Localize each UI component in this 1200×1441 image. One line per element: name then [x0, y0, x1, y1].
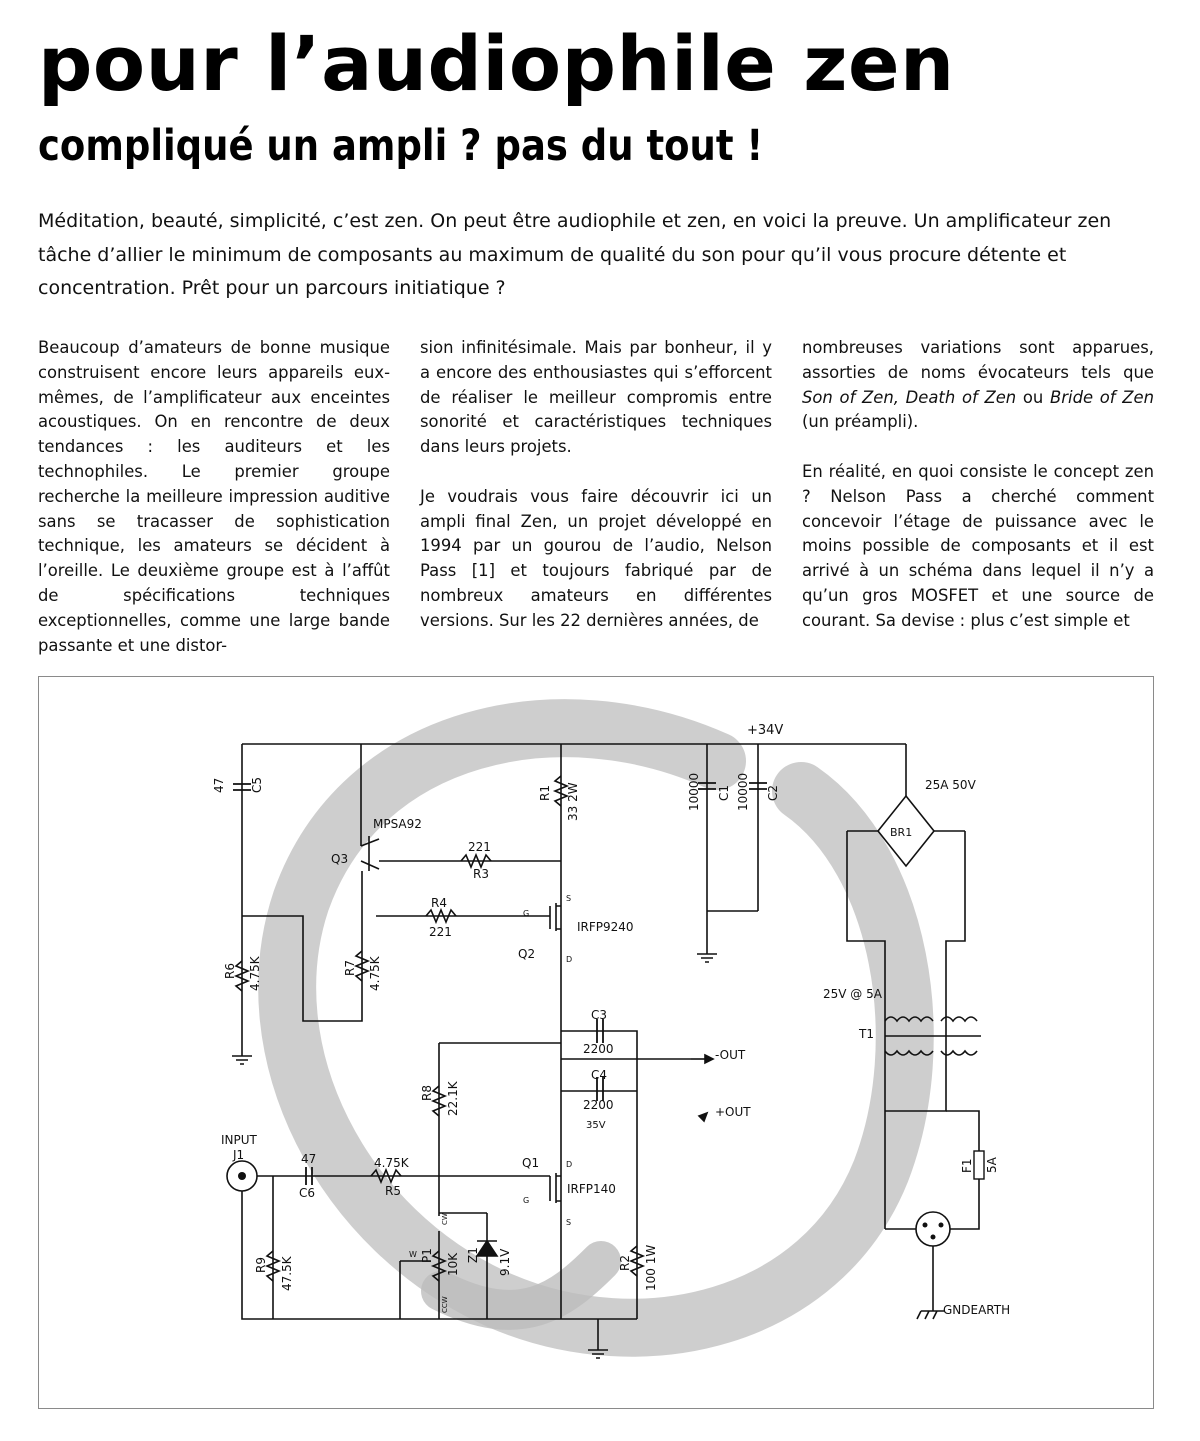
- r9-value: 47.5K: [280, 1256, 294, 1291]
- c2-ref: C2: [766, 784, 780, 801]
- body-column-1: [38, 336, 390, 658]
- c4-voltage: 35V: [586, 1120, 606, 1131]
- q1-pin-d: D: [566, 1160, 573, 1169]
- transformer-ref: T1: [859, 1027, 874, 1041]
- output-positive-label: +OUT: [715, 1105, 751, 1119]
- j1-ref: J1: [233, 1148, 245, 1162]
- r7-value: 4.75K: [368, 956, 382, 991]
- q2-pin-d: D: [566, 955, 573, 964]
- body-paragraph: Beaucoup d’amateurs de bonne musique construisent encore leurs appareils eux-mêmes, de l’amplificateur aux enceintes acoustiques. On en rencontre de deux tendances : les auditeurs et les technophiles. Le premier groupe recherche la meilleure impression auditive sans se tracasser de sophistication technique, les amateurs se décident à l’oreille. Le deuxième groupe est à l’affût de spécifications techniques exceptionnelles, comme une large bande passante et une distor-: [38, 338, 390, 655]
- r7-ref: R7: [343, 960, 357, 976]
- c5-ref: C5: [250, 776, 264, 793]
- q1-ref: Q1: [522, 1156, 540, 1170]
- q2-pin-g: G: [523, 909, 530, 918]
- p1-ref: P1: [420, 1248, 434, 1263]
- zener-diode-z1: [477, 1241, 497, 1256]
- p1-pin-w: W: [409, 1250, 417, 1259]
- r4-value: 221: [429, 925, 452, 939]
- q2-pin-s: S: [566, 894, 572, 903]
- q1-pin-s: S: [566, 1218, 572, 1227]
- body-column-3: [802, 336, 1154, 634]
- r1-ref: R1: [538, 785, 552, 801]
- c2-value: 10000: [736, 772, 750, 811]
- transistors: [361, 836, 561, 1203]
- body-paragraph: En réalité, en quoi consiste le concept zen ? Nelson Pass a cherché comment concevoir l’étage de puissance avec le moins possible de composants et il est arrivé à un schéma dans lequel il n’y a qu’un gros MOSFET et une source de courant. Sa devise : plus c’est simple et: [802, 461, 1154, 630]
- c1-value: 10000: [687, 772, 701, 811]
- input-label: INPUT: [221, 1133, 257, 1147]
- r5-value: 4.75K: [374, 1156, 409, 1170]
- mains-plug: [916, 1212, 950, 1246]
- c4-ref: C4: [591, 1068, 608, 1082]
- r2-value: 100 1W: [644, 1244, 658, 1291]
- c5-value: 47: [212, 777, 226, 793]
- z1-value: 9.1V: [498, 1248, 512, 1276]
- bridge-rating: 25A 50V: [925, 778, 976, 792]
- c6-ref: C6: [299, 1186, 316, 1200]
- body-column-2: [420, 336, 772, 634]
- r2-ref: R2: [618, 1255, 632, 1271]
- c4-value: 2200: [583, 1098, 614, 1112]
- transformer-rating: 25V @ 5A: [823, 987, 882, 1001]
- q2-ref: Q2: [518, 947, 536, 961]
- r1-value: 33 2W: [566, 782, 580, 821]
- c3-value: 2200: [583, 1042, 614, 1056]
- schematic-figure: [38, 676, 1154, 1409]
- q2-type: IRFP9240: [577, 920, 634, 934]
- fuse-f1: [974, 1151, 984, 1179]
- r6-ref: R6: [223, 963, 237, 979]
- r9-ref: R9: [254, 1257, 268, 1273]
- q3-type: MPSA92: [373, 817, 422, 831]
- q3-ref: Q3: [331, 852, 349, 866]
- supply-label: +34V: [747, 723, 784, 738]
- bridge-ref: BR1: [890, 826, 913, 839]
- p1-pin-cw: CW: [441, 1213, 449, 1225]
- z1-ref: Z1: [466, 1247, 480, 1263]
- c1-ref: C1: [717, 784, 731, 801]
- r4-ref: R4: [431, 896, 447, 910]
- lead-paragraph: Méditation, beauté, simplicité, c’est zen. On peut être audiophile et zen, en voici la preuve. Un amplificateur zen tâche d’allier le minimum de composants au maximum de qualité du son pour qu’il vous procure détente et concentration. Prêt pour un parcours initiatique ?: [38, 210, 1112, 299]
- c3-ref: C3: [591, 1008, 608, 1022]
- body-paragraph: nombreuses variations sont apparues, assorties de noms évocateurs tels que Son of Zen, Death of Zen ou Bride of Zen (un préampli).: [802, 338, 1154, 432]
- c6-value: 47: [301, 1152, 317, 1166]
- body-paragraph: Je voudrais vous faire découvrir ici un ampli final Zen, un projet développé en 1994 par un gourou de l’audio, Nelson Pass [1] et toujours fabriqué par de nombreux amateurs en différentes versions. Sur les 22 dernières années, de: [420, 486, 772, 630]
- zen-amplifier-schematic: [39, 677, 1153, 1408]
- output-arrows: [691, 1055, 713, 1121]
- p1-value: 10K: [446, 1252, 460, 1276]
- r5-ref: R5: [385, 1184, 401, 1198]
- q1-pin-g: G: [523, 1196, 530, 1205]
- input-jack-pin: [238, 1172, 246, 1180]
- fuse-ref: F1: [960, 1158, 974, 1173]
- r3-ref: R3: [473, 867, 489, 881]
- fuse-value: 5A: [985, 1157, 999, 1173]
- article-subtitle: compliqué un ampli ? pas du tout !: [38, 121, 764, 171]
- q1-type: IRFP140: [567, 1182, 616, 1196]
- output-negative-label: -OUT: [715, 1048, 746, 1062]
- r8-value: 22.1K: [446, 1081, 460, 1116]
- r8-ref: R8: [420, 1085, 434, 1101]
- p1-pin-ccw: CCW: [441, 1296, 449, 1313]
- ground-earth-label: GNDEARTH: [943, 1303, 1011, 1317]
- r6-value: 4.75K: [248, 956, 262, 991]
- article-title: pour l’audiophile zen: [38, 19, 955, 108]
- r3-value: 221: [468, 840, 491, 854]
- body-paragraph: sion infinitésimale. Mais par bonheur, il y a encore des enthousiastes qui s’efforcent de réaliser le meilleur compromis entre sonorité et caractéristiques techniques dans leurs projets.: [420, 338, 772, 457]
